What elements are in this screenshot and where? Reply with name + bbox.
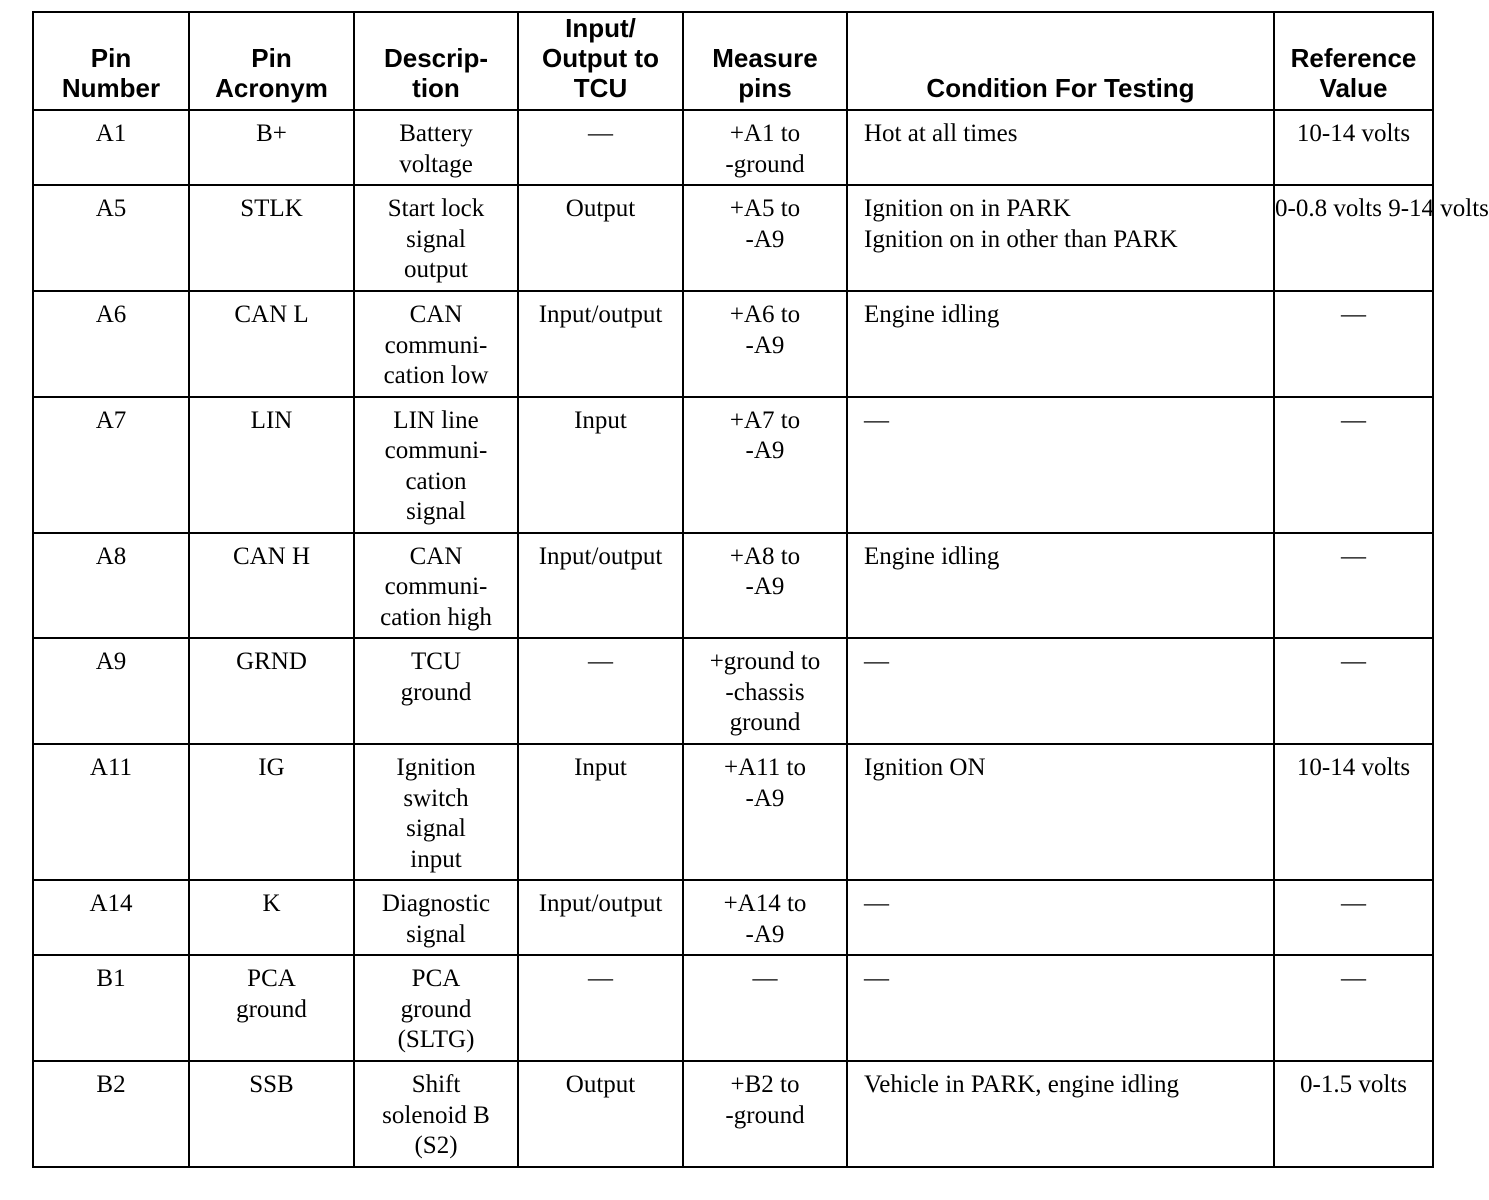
cell-reference: — xyxy=(1274,955,1433,1061)
cell-reference: — xyxy=(1274,397,1433,533)
cell-description: CAN communi- cation low xyxy=(354,291,518,397)
cell-measure: +ground to -chassis ground xyxy=(683,638,847,744)
table-row xyxy=(33,291,1433,397)
cell-measure: +A11 to -A9 xyxy=(683,744,847,880)
cell-pin: A11 xyxy=(33,744,189,880)
cell-io: — xyxy=(518,110,683,185)
cell-reference: — xyxy=(1274,291,1433,397)
cell-io: Input/output xyxy=(518,880,683,955)
table-row xyxy=(33,110,1433,185)
cell-condition: — xyxy=(847,638,1274,744)
cell-condition: Ignition on in PARK Ignition on in other than PARK xyxy=(847,185,1274,291)
cell-description: Diagnostic signal xyxy=(354,880,518,955)
cell-pin: A6 xyxy=(33,291,189,397)
cell-io: Output xyxy=(518,1061,683,1167)
header-pin-acronym: Pin Acronym xyxy=(189,12,354,110)
cell-measure: +A5 to -A9 xyxy=(683,185,847,291)
cell-acronym: CAN L xyxy=(189,291,354,397)
cell-pin: A1 xyxy=(33,110,189,185)
cell-description: Shift solenoid B (S2) xyxy=(354,1061,518,1167)
cell-measure: +A1 to -ground xyxy=(683,110,847,185)
cell-description: Ignition switch signal input xyxy=(354,744,518,880)
table-row xyxy=(33,533,1433,639)
cell-condition: — xyxy=(847,397,1274,533)
cell-description: Battery voltage xyxy=(354,110,518,185)
cell-acronym: CAN H xyxy=(189,533,354,639)
cell-measure: +A8 to -A9 xyxy=(683,533,847,639)
header-condition: Condition For Testing xyxy=(847,12,1274,110)
table-row xyxy=(33,955,1433,1061)
cell-acronym: PCA ground xyxy=(189,955,354,1061)
cell-reference: 10-14 volts xyxy=(1274,744,1433,880)
cell-condition: — xyxy=(847,955,1274,1061)
cell-description: TCU ground xyxy=(354,638,518,744)
cell-condition: — xyxy=(847,880,1274,955)
cell-pin: A9 xyxy=(33,638,189,744)
cell-reference: — xyxy=(1274,533,1433,639)
cell-condition: Engine idling xyxy=(847,291,1274,397)
cell-reference: — xyxy=(1274,880,1433,955)
cell-description: LIN line communi- cation signal xyxy=(354,397,518,533)
cell-pin: A14 xyxy=(33,880,189,955)
header-reference-value: Reference Value xyxy=(1274,12,1433,110)
cell-description: CAN communi- cation high xyxy=(354,533,518,639)
header-input-output: Input/ Output to TCU xyxy=(518,12,683,110)
cell-acronym: K xyxy=(189,880,354,955)
cell-io: Input/output xyxy=(518,533,683,639)
pin-reference-table xyxy=(32,11,1489,1168)
cell-acronym: B+ xyxy=(189,110,354,185)
cell-reference: 10-14 volts xyxy=(1274,110,1433,185)
cell-measure: +A14 to -A9 xyxy=(683,880,847,955)
cell-pin: A7 xyxy=(33,397,189,533)
cell-io: — xyxy=(518,955,683,1061)
cell-io: Input xyxy=(518,744,683,880)
cell-measure: +A6 to -A9 xyxy=(683,291,847,397)
cell-pin: B2 xyxy=(33,1061,189,1167)
header-pin-number: Pin Number xyxy=(33,12,189,110)
cell-pin: B1 xyxy=(33,955,189,1061)
cell-reference: — xyxy=(1274,638,1433,744)
table-row xyxy=(33,638,1433,744)
cell-reference: 0-0.8 volts 9-14 volts xyxy=(1274,185,1433,291)
cell-condition: Hot at all times xyxy=(847,110,1274,185)
table-body xyxy=(33,110,1489,1167)
table-header xyxy=(33,12,1433,110)
cell-description: PCA ground (SLTG) xyxy=(354,955,518,1061)
cell-condition: Engine idling xyxy=(847,533,1274,639)
table-row xyxy=(33,880,1433,955)
cell-pin: A5 xyxy=(33,185,189,291)
cell-measure: — xyxy=(683,955,847,1061)
cell-acronym: LIN xyxy=(189,397,354,533)
header-description: Descrip- tion xyxy=(354,12,518,110)
table-row xyxy=(33,744,1433,880)
cell-measure: +B2 to -ground xyxy=(683,1061,847,1167)
header-measure-pins: Measure pins xyxy=(683,12,847,110)
cell-io: Input/output xyxy=(518,291,683,397)
cell-io: — xyxy=(518,638,683,744)
cell-description: Start lock signal output xyxy=(354,185,518,291)
cell-io: Input xyxy=(518,397,683,533)
cell-io: Output xyxy=(518,185,683,291)
cell-acronym: IG xyxy=(189,744,354,880)
cell-acronym: GRND xyxy=(189,638,354,744)
table-row xyxy=(33,397,1433,533)
cell-condition: Ignition ON xyxy=(847,744,1274,880)
cell-acronym: SSB xyxy=(189,1061,354,1167)
cell-reference: 0-1.5 volts xyxy=(1274,1061,1433,1167)
cell-acronym: STLK xyxy=(189,185,354,291)
table-row xyxy=(33,185,1433,291)
table-row xyxy=(33,1061,1433,1167)
header-row xyxy=(33,12,1433,110)
cell-pin: A8 xyxy=(33,533,189,639)
cell-measure: +A7 to -A9 xyxy=(683,397,847,533)
cell-condition: Vehicle in PARK, engine idling xyxy=(847,1061,1274,1167)
